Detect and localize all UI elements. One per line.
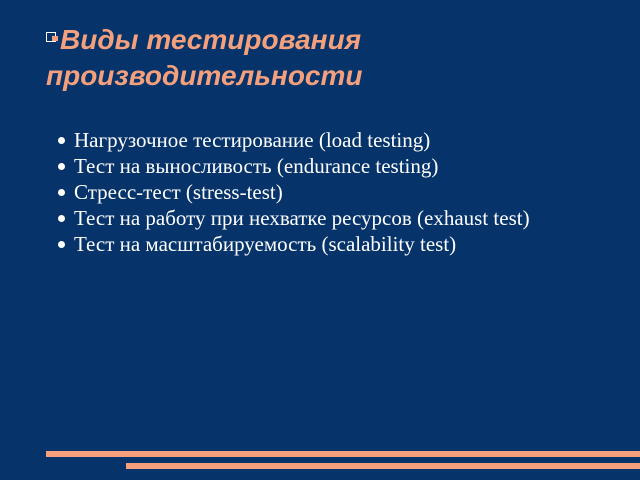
bullet-dot-icon [58, 163, 65, 170]
slide-title-line-1: Виды тестирования [60, 24, 362, 55]
bullet-text: Тест на выносливость (endurance testing) [74, 154, 439, 178]
title-marker-icon [46, 32, 56, 42]
bullet-dot-icon [58, 215, 65, 222]
slide-title-block [46, 22, 606, 94]
bullet-dot-icon [58, 137, 65, 144]
bullet-text: Стресс-тест (stress-test) [74, 180, 283, 204]
bullet-list [52, 128, 592, 258]
bullet-text: Тест на масштабируемость (scalability test) [74, 232, 457, 256]
slide-title-line-2: производительности [46, 60, 363, 91]
bullet-dot-icon [58, 189, 65, 196]
bullet-item-endurance-testing [52, 154, 592, 178]
bullet-text: Нагрузочное тестирование (load testing) [74, 128, 431, 152]
decorative-bar-top [46, 451, 640, 457]
bullet-dot-icon [58, 241, 65, 248]
bullet-item-stress-test [52, 180, 592, 204]
bullet-text: Тест на работу при нехватке ресурсов (exhaust test) [74, 206, 530, 230]
decorative-bar-bottom [126, 463, 640, 469]
bullet-item-scalability-test [52, 232, 592, 256]
bullet-item-exhaust-test [52, 206, 592, 230]
bullet-item-load-testing [52, 128, 592, 152]
slide-title [46, 22, 606, 94]
